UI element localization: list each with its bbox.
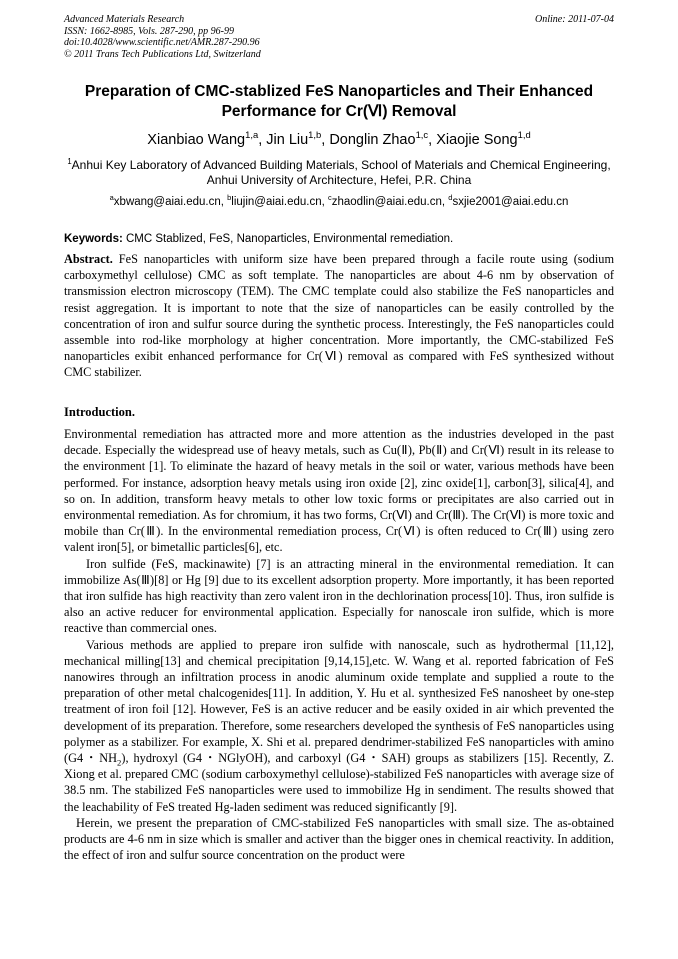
- abstract-text: FeS nanoparticles with uniform size have been prepared through a facile route using (sodium carboxymethyl cellulose) CMC as soft template. The nanoparticles are about 4-6 nm by observation of transmission electron microscopy (TEM). The CMC template could also stabilize the FeS nanoparticles and resist aggregation. It is important to note that the size of nanoparticles can be easily controlled by the concentration of iron and sulfur source during the synthetic process. Interestingly, the FeS nanoparticles could assemble into rod-like morphology at higher concentration. More importantly, the CMC-stabilized FeS nanoparticles exibit enhanced performance for Cr(Ⅵ) removal as compared with FeS synthesized without CMC stabilizer.: [64, 252, 615, 380]
- author-affil-sup: 1,b: [308, 129, 322, 141]
- author-affil-sup: 1,c: [415, 129, 429, 141]
- title-line-1: Preparation of CMC-stablized FeS Nanoparticles and Their Enhanced: [84, 83, 594, 100]
- author-list: Xianbiao Wang$^{1,a}$, Jin Liu$^{1,b}$, Donglin Zhao$^{1,c}$, Xiaojie Song$^{1,d}$: [147, 129, 531, 148]
- introduction-body: [64, 426, 614, 863]
- affiliation: [60, 158, 618, 188]
- author-name: Xiaojie Song: [436, 132, 518, 148]
- journal-doi: doi:10.4028/www.scientific.net/AMR.287-290.96: [64, 37, 260, 48]
- keywords-text: CMC Stablized, FeS, Nanoparticles, Environmental remediation.: [126, 233, 454, 245]
- online-date: Online: 2011-07-04: [535, 14, 614, 25]
- email-link[interactable]: xbwang@aiai.edu.cn,: [113, 196, 224, 208]
- title-line-2: Performance for Cr(Ⅵ) Removal: [221, 103, 457, 120]
- email-link[interactable]: liujin@aiai.edu.cn,: [231, 196, 325, 208]
- paragraph: Iron sulfide (FeS, mackinawite) [7] is an attracting mineral in the environmental remediation. It can immobilize As(Ⅲ)[8] or Hg [9] due to its excellent adsorption property. More importantly, it has been reported that iron sulfide has high reactivity than zero valent iron in the dechlorination process[10]. Thus, iron sulfide is also an active reducer for environmental application. Especially for nanoscale iron sulfide, which is more reactive than commercial ones.: [64, 556, 614, 636]
- author-emails: $^a$xbwang@aiai.edu.cn, $^b$liujin@aiai.edu.cn, $^c$zhaodlin@aiai.edu.cn, $^d$sxjie2001@aiai.edu.cn: [109, 193, 569, 208]
- journal-issn: ISSN: 1662-8985, Vols. 287-290, pp 96-99: [64, 25, 234, 37]
- author-name: Xianbiao Wang: [147, 132, 246, 148]
- keywords: [64, 232, 614, 246]
- affiliation-text: Anhui Key Laboratory of Advanced Building Materials, School of Materials and Chemical Engineering, Anhui University of Architecture, Hefei, P.R. China: [71, 158, 611, 187]
- abstract-label: Abstract.: [64, 252, 113, 266]
- author-name: Donglin Zhao: [329, 132, 416, 148]
- affiliation-sup: 1: [67, 157, 72, 166]
- journal-copyright: © 2011 Trans Tech Publications Ltd, Switzerland: [64, 48, 261, 60]
- paragraph: Herein, we present the preparation of CMC-stabilized FeS nanoparticles with small size. The as-obtained products are 4-6 nm in size which is smaller and activer than the bigger ones in chemical reactivity. In addition, the effect of iron and sulfur source concentration on the product were: [64, 815, 614, 863]
- journal-header: [64, 14, 614, 60]
- paper-title: [40, 82, 638, 122]
- abstract: [64, 251, 614, 381]
- author-name: Jin Liu: [266, 132, 309, 148]
- keywords-label: Keywords:: [64, 233, 123, 245]
- author-affil-sup: 1,d: [517, 129, 531, 141]
- email-link[interactable]: sxjie2001@aiai.edu.cn: [452, 196, 569, 208]
- email-link[interactable]: zhaodlin@aiai.edu.cn,: [331, 196, 446, 208]
- paragraph: Various methods are applied to prepare iron sulfide with nanoscale, such as hydrothermal [11,12], mechanical milling[13] and chemical precipitation [9,14,15],etc. W. Wang et al. reported fabrication of FeS nanowires through an infiltration process in anodic aluminum oxide template and supplied a route to the preparation of other metal chalcogenides[11]. In addition, Y. Hu et al. synthesized FeS nanosheet by one-step treatment of iron foil [12]. However, FeS is an active reducer and be easily oxided in air which prevented the development of its preparation. Therefore, some researchers developed the synthesis of FeS nanoparticles using polymer as a stabilizer. For example, X. Shi et al. prepared dendrimer-stabilized FeS nanoparticles with amino (G4・$NH_2$), hydroxyl (G4・NGlyOH), and carboxyl (G4・SAH) groups as stabilizers [15]. Recently, Z. Xiong et al. prepared CMC (sodium carboxymethyl cellulose)-stabilized FeS nanoparticles with average size of 38.5 nm. The stabilized FeS nanoparticles were used to immobilize Hg in sendiment. The results showed that the leachability of FeS treated Hg-laden sediment was reduced significantly [9].: [64, 637, 614, 814]
- author-affil-sup: 1,a: [245, 129, 259, 141]
- paragraph: Environmental remediation has attracted more and more attention as the industries developed in the past decade. Especially the widespread use of heavy metals, such as Cu(Ⅱ), Pb(Ⅱ) and Cr(Ⅵ) result in its release to the environment [1]. To eliminate the hazard of heavy metals in the soil or water, various methods have been performed. For instance, adsorption heavy metals using iron oxide [2], zinc oxide[1], carbon[3], silica[4], and so on. In addition, transform heavy metals to other low toxic forms or precipitates are also carried out in environmental remediation. As for chromium, it has two forms, Cr(Ⅵ) and Cr(Ⅲ). The Cr(Ⅵ) is more toxic and mobile than Cr(Ⅲ). In the environmental remediation process, Cr(Ⅵ) is often reduced to Cr(Ⅲ) using zero valent iron[5], or bimetallic particles[6], etc.: [64, 427, 614, 555]
- section-heading-introduction: Introduction.: [64, 405, 135, 419]
- journal-name: Advanced Materials Research: [64, 14, 185, 25]
